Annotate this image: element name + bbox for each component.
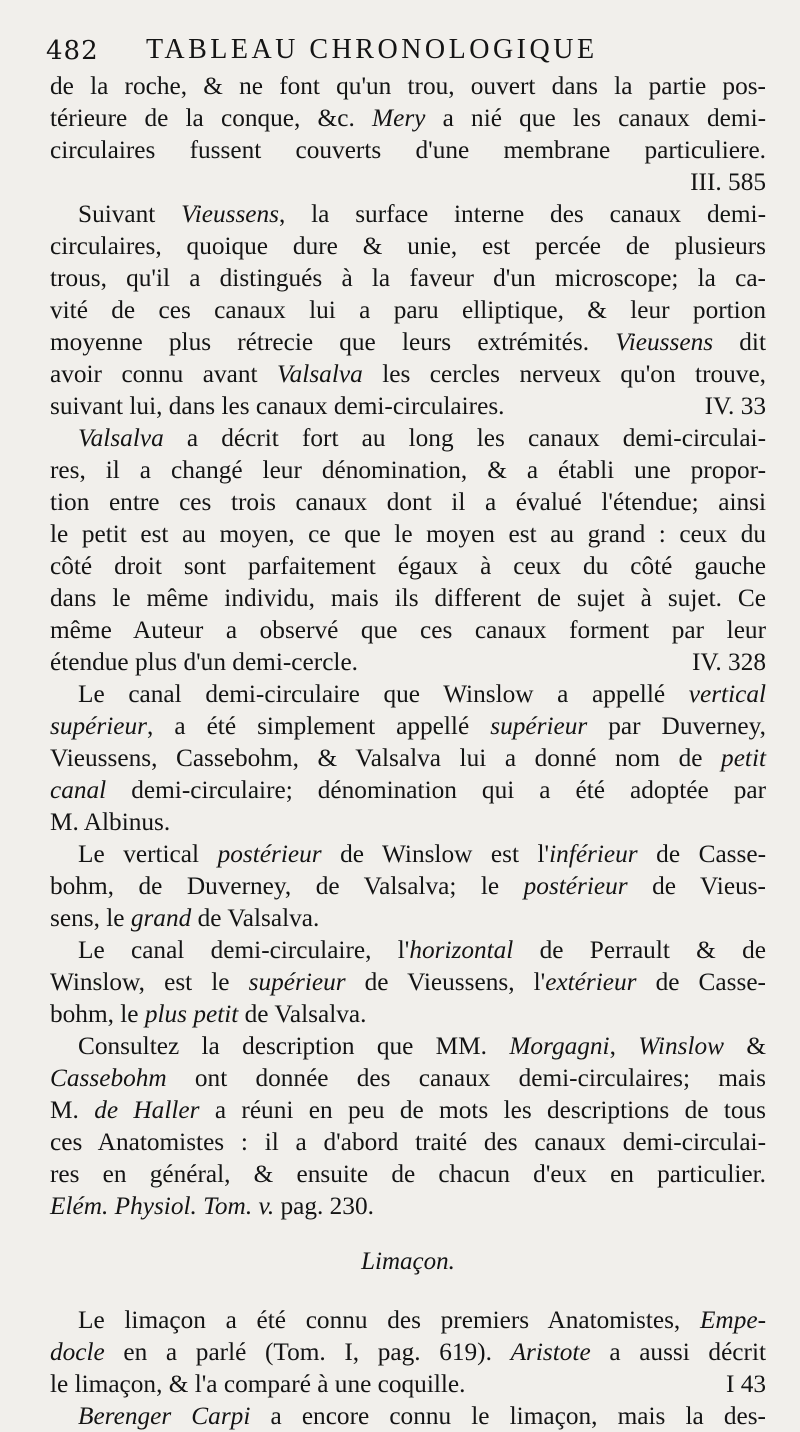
paragraph <box>50 1304 766 1400</box>
text-line: res en général, & ensuite de chacun d'eux en particulier. <box>50 1160 766 1188</box>
paragraph <box>50 70 766 198</box>
text-line: Le canal demi-circulaire que Winslow a appellé vertical <box>78 680 766 708</box>
text-line: Vieussens, Cassebohm, & Valsalva lui a donné nom de petit <box>50 744 767 772</box>
text-line: docle en a parlé (Tom. I, pag. 619). Aristote a aussi décrit <box>50 1338 766 1366</box>
text-line: le petit est au moyen, ce que le moyen est au grand : ceux du <box>50 520 766 548</box>
paragraph <box>50 198 766 422</box>
text-line: de la roche, & ne font qu'un trou, ouvert dans la partie pos- <box>50 72 766 100</box>
page-header <box>46 30 760 70</box>
text-line: suivant lui, dans les canaux demi-circulaires. IV. 33 <box>50 392 766 420</box>
text-line: bohm, de Duverney, de Valsalva; le postérieur de Vieus- <box>50 872 766 900</box>
reference: III. 585 <box>690 168 766 196</box>
text-line: même Auteur a observé que ces canaux forment par leur <box>50 616 766 644</box>
text-line: circulaires fussent couverts d'une membrane particuliere. <box>50 136 766 164</box>
section-title: Limaçon. <box>361 1248 455 1275</box>
paragraph <box>50 422 766 678</box>
reference: IV. 328 <box>691 648 766 676</box>
text-line: côté droit sont parfaitement égaux à ceux du côté gauche <box>50 552 766 580</box>
paragraph <box>50 934 766 1030</box>
text-line: le limaçon, & l'a comparé à une coquille. I 43 <box>50 1370 766 1398</box>
text-line: avoir connu avant Valsalva les cercles nerveux qu'on trouve, <box>50 360 767 388</box>
text-line: Le vertical postérieur de Winslow est l'inférieur de Casse- <box>78 840 767 868</box>
text-line: Valsalva a décrit fort au long les canaux demi-circulai- <box>78 424 766 452</box>
text-line: ces Anatomistes : il a d'abord traité des canaux demi-circulai- <box>50 1128 766 1156</box>
text-line: Elém. Physiol. Tom. v. pag. 230. <box>50 1192 374 1220</box>
running-title: TABLEAU CHRONOLOGIQUE <box>146 34 598 65</box>
text-line: M. Albinus. <box>50 808 171 836</box>
text-line: circulaires, quoique dure & unie, est percée de plusieurs <box>50 232 766 260</box>
text-line: tion entre ces trois canaux dont il a évalué l'étendue; ainsi <box>50 488 766 516</box>
text-line: canal demi-circulaire; dénomination qui a été adoptée par <box>50 776 767 804</box>
text-line: étendue plus d'un demi-cercle. IV. 328 <box>50 648 766 676</box>
text-line: trous, qu'il a distingués à la faveur d'un microscope; la ca- <box>50 264 766 292</box>
text-line: sens, le grand de Valsalva. <box>50 904 320 932</box>
text-line: res, il a changé leur dénomination, & a établi une propor- <box>50 456 766 484</box>
reference: I 43 <box>725 1370 766 1398</box>
body-text <box>50 70 766 1432</box>
reference: IV. 33 <box>704 392 766 420</box>
text-line: Cassebohm ont donnée des canaux demi-circulaires; mais <box>50 1064 766 1092</box>
paragraph <box>50 1400 766 1432</box>
text-line: moyenne plus rétrecie que leurs extrémités. Vieussens dit <box>50 328 766 356</box>
text-line: bohm, le plus petit de Valsalva. <box>50 1000 367 1028</box>
text-line: Le canal demi-circulaire, l'horizontal de Perrault & de <box>78 936 767 964</box>
paragraph <box>50 1030 766 1222</box>
text-line: Suivant Vieussens, la surface interne des canaux demi- <box>78 200 767 228</box>
text-line: vité de ces canaux lui a paru elliptique, & leur portion <box>50 296 766 324</box>
text-line: supérieur, a été simplement appellé supérieur par Duverney, <box>50 712 766 740</box>
paragraph <box>50 838 766 934</box>
page-number: 482 <box>46 36 99 66</box>
text-line: Winslow, est le supérieur de Vieussens, l'extérieur de Casse- <box>50 968 766 996</box>
text-line: Berenger Carpi a encore connu le limaçon, mais la des- <box>78 1402 766 1430</box>
text-line: M. de Haller a réuni en peu de mots les descriptions de tous <box>50 1096 767 1124</box>
text-line: Consultez la description que MM. Morgagni, Winslow & <box>78 1032 767 1060</box>
text-line: dans le même individu, mais ils different de sujet à sujet. Ce <box>50 584 766 612</box>
text-line: térieure de la conque, &c. Mery a nié que les canaux demi- <box>50 104 767 132</box>
paragraph <box>50 678 766 838</box>
text-line: Le limaçon a été connu des premiers Anatomistes, Empe- <box>78 1306 767 1334</box>
